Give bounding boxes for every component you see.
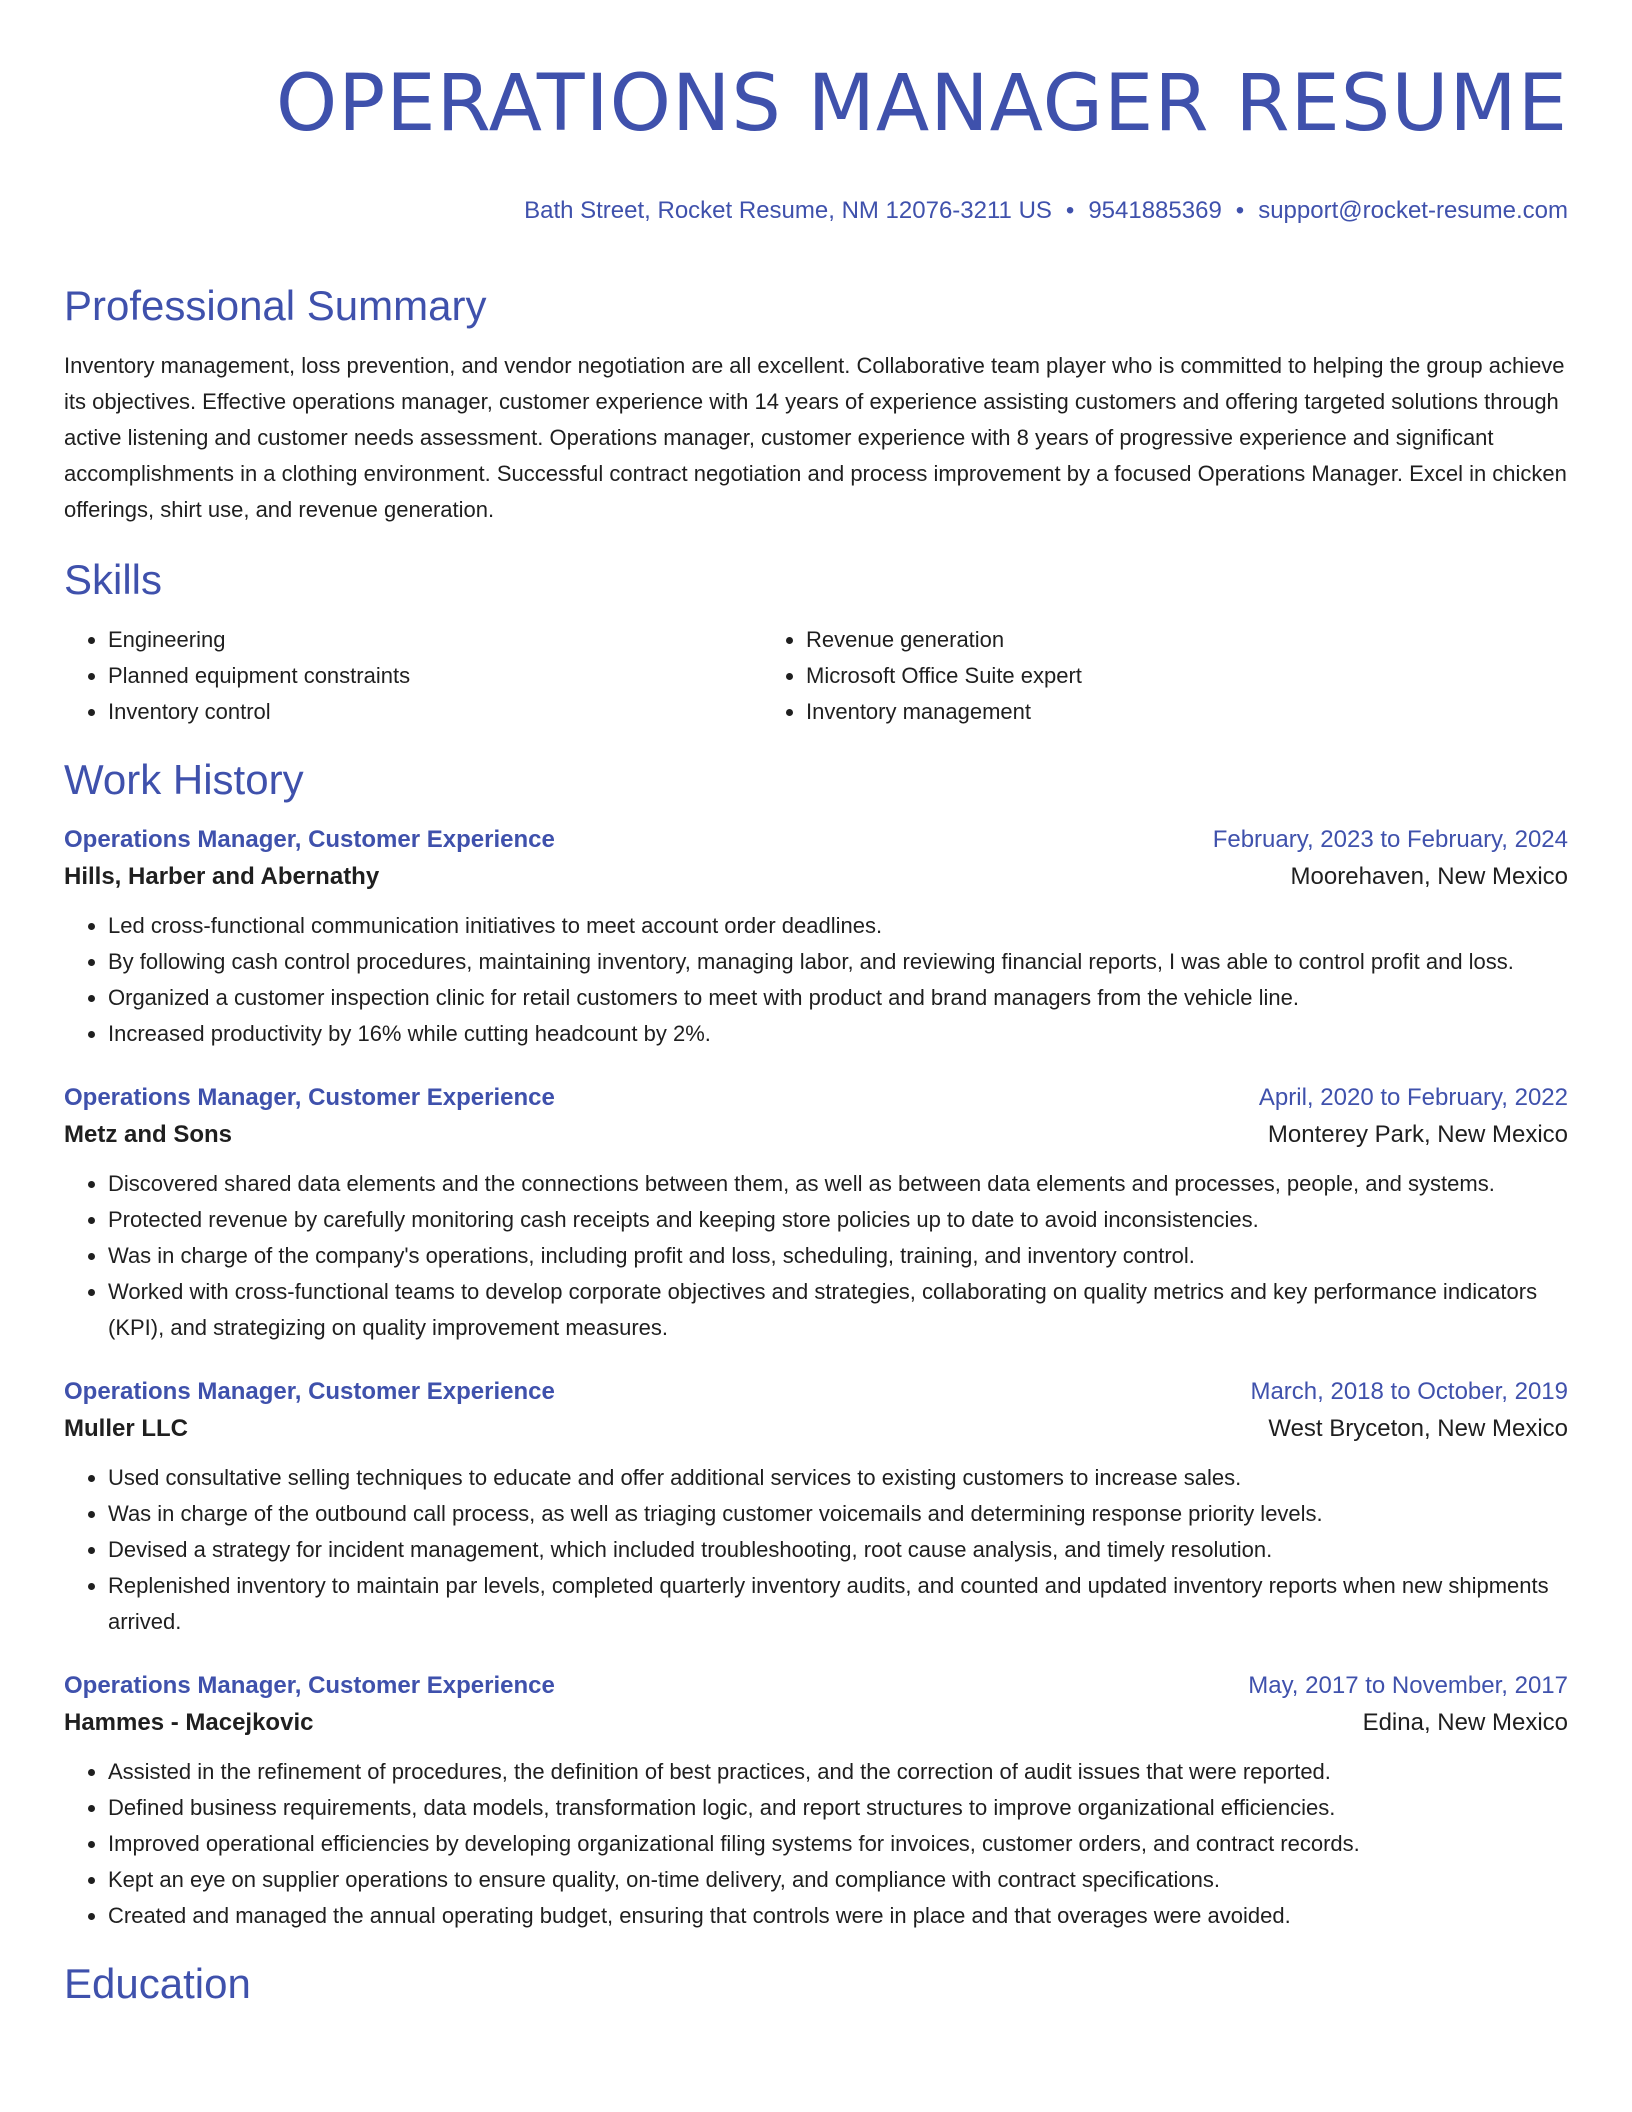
job-bullet: • Discovered shared data elements and the connections between them, as well as between data elements and processes, people, and systems. bbox=[108, 1166, 1568, 1202]
job-location: Edina, New Mexico bbox=[1362, 1709, 1568, 1736]
job-location: Monterey Park, New Mexico bbox=[1267, 1121, 1568, 1148]
job-bullet: • Defined business requirements, data models, transformation logic, and report structures to improve organizational efficiencies. bbox=[108, 1790, 1568, 1826]
resume-page bbox=[64, 0, 1568, 2010]
job-bullet: • Devised a strategy for incident management, which included troubleshooting, root cause analysis, and timely resolution. bbox=[108, 1532, 1568, 1568]
job-title: Operations Manager, Customer Experience bbox=[64, 1672, 555, 1699]
job-bullet: • Organized a customer inspection clinic for retail customers to meet with product and brand managers from the vehicle line. bbox=[108, 980, 1568, 1016]
skill-item: • Inventory control bbox=[108, 694, 762, 730]
contact-phone: 9541885369 bbox=[1088, 197, 1222, 224]
skills-list bbox=[64, 622, 1568, 730]
contact-line bbox=[64, 196, 1568, 226]
skills-column-left bbox=[64, 622, 762, 730]
job-bullets bbox=[64, 1754, 1568, 1934]
job-bullets bbox=[64, 908, 1568, 1052]
contact-separator: • bbox=[1065, 197, 1075, 224]
job-company: Metz and Sons bbox=[64, 1121, 233, 1148]
skill-item: • Microsoft Office Suite expert bbox=[806, 658, 1460, 694]
job-dates: May, 2017 to November, 2017 bbox=[1248, 1672, 1568, 1699]
job-title: Operations Manager, Customer Experience bbox=[64, 1084, 555, 1111]
job-company: Hammes - Macejkovic bbox=[64, 1709, 314, 1736]
job-bullet: • Kept an eye on supplier operations to ensure quality, on-time delivery, and compliance with contract specifications. bbox=[108, 1862, 1568, 1898]
skills-column-right bbox=[762, 622, 1460, 730]
job-bullets bbox=[64, 1166, 1568, 1346]
job-entry bbox=[64, 1080, 1568, 1346]
job-bullet: • Worked with cross-functional teams to develop corporate objectives and strategies, collaborating on quality metrics and key performance indicators (KPI), and strategizing on quality improvement measures. bbox=[108, 1274, 1568, 1346]
skill-item: • Inventory management bbox=[806, 694, 1460, 730]
resume-title: OPERATIONS MANAGER RESUME bbox=[275, 59, 1568, 149]
job-bullet: • Improved operational efficiencies by developing organizational filing systems for invoices, customer orders, and contract records. bbox=[108, 1826, 1568, 1862]
skill-item: • Planned equipment constraints bbox=[108, 658, 762, 694]
job-title: Operations Manager, Customer Experience bbox=[64, 826, 555, 853]
job-title: Operations Manager, Customer Experience bbox=[64, 1378, 555, 1405]
job-entry bbox=[64, 1374, 1568, 1640]
job-location: West Bryceton, New Mexico bbox=[1268, 1415, 1568, 1442]
contact-address: Bath Street, Rocket Resume, NM 12076-3211 US bbox=[524, 197, 1052, 224]
job-bullet: • Created and managed the annual operating budget, ensuring that controls were in place and that overages were avoided. bbox=[108, 1898, 1568, 1934]
work-history-heading: Work History bbox=[64, 756, 304, 803]
summary-text: Inventory management, loss prevention, and vendor negotiation are all excellent. Collaborative team player who is committed to helping the group achieve its objectives. Effective operations manager, customer experience with 14 years of experience assisting customers and offering targeted solutions through active listening and customer needs assessment. Operations manager, customer experience with 8 years of progressive experience and significant accomplishments in a clothing environment. Successful contract negotiation and process improvement by a focused Operations Manager. Excel in chicken offerings, shirt use, and revenue generation. bbox=[64, 353, 1567, 522]
job-dates: March, 2018 to October, 2019 bbox=[1250, 1378, 1568, 1405]
job-bullet: • Replenished inventory to maintain par levels, completed quarterly inventory audits, and counted and updated inventory reports when new shipments arrived. bbox=[108, 1568, 1568, 1640]
education-heading: Education bbox=[64, 1960, 251, 2007]
job-bullet: • Protected revenue by carefully monitoring cash receipts and keeping store policies up to date to avoid inconsistencies. bbox=[108, 1202, 1568, 1238]
job-entry bbox=[64, 822, 1568, 1052]
job-company: Muller LLC bbox=[64, 1415, 188, 1442]
job-location: Moorehaven, New Mexico bbox=[1290, 863, 1568, 890]
job-bullet: • Used consultative selling techniques to educate and offer additional services to existing customers to increase sales. bbox=[108, 1460, 1568, 1496]
job-entry bbox=[64, 1668, 1568, 1934]
job-bullet: • Led cross-functional communication initiatives to meet account order deadlines. bbox=[108, 908, 1568, 944]
contact-email[interactable]: support@rocket-resume.com bbox=[1258, 197, 1568, 224]
skills-heading: Skills bbox=[64, 556, 163, 603]
job-bullet: • Was in charge of the outbound call process, as well as triaging customer voicemails and determining response priority levels. bbox=[108, 1496, 1568, 1532]
job-bullet: • Was in charge of the company's operations, including profit and loss, scheduling, training, and inventory control. bbox=[108, 1238, 1568, 1274]
skill-item: • Engineering bbox=[108, 622, 762, 658]
job-dates: February, 2023 to February, 2024 bbox=[1212, 826, 1568, 853]
contact-separator: • bbox=[1235, 197, 1245, 224]
summary-heading: Professional Summary bbox=[64, 282, 487, 329]
skill-item: • Revenue generation bbox=[806, 622, 1460, 658]
job-bullet: • By following cash control procedures, maintaining inventory, managing labor, and reviewing financial reports, I was able to control profit and loss. bbox=[108, 944, 1568, 980]
job-bullet: • Assisted in the refinement of procedures, the definition of best practices, and the correction of audit issues that were reported. bbox=[108, 1754, 1568, 1790]
job-company: Hills, Harber and Abernathy bbox=[64, 863, 380, 890]
job-dates: April, 2020 to February, 2022 bbox=[1258, 1084, 1568, 1111]
job-bullet: • Increased productivity by 16% while cutting headcount by 2%. bbox=[108, 1016, 1568, 1052]
job-bullets bbox=[64, 1460, 1568, 1640]
